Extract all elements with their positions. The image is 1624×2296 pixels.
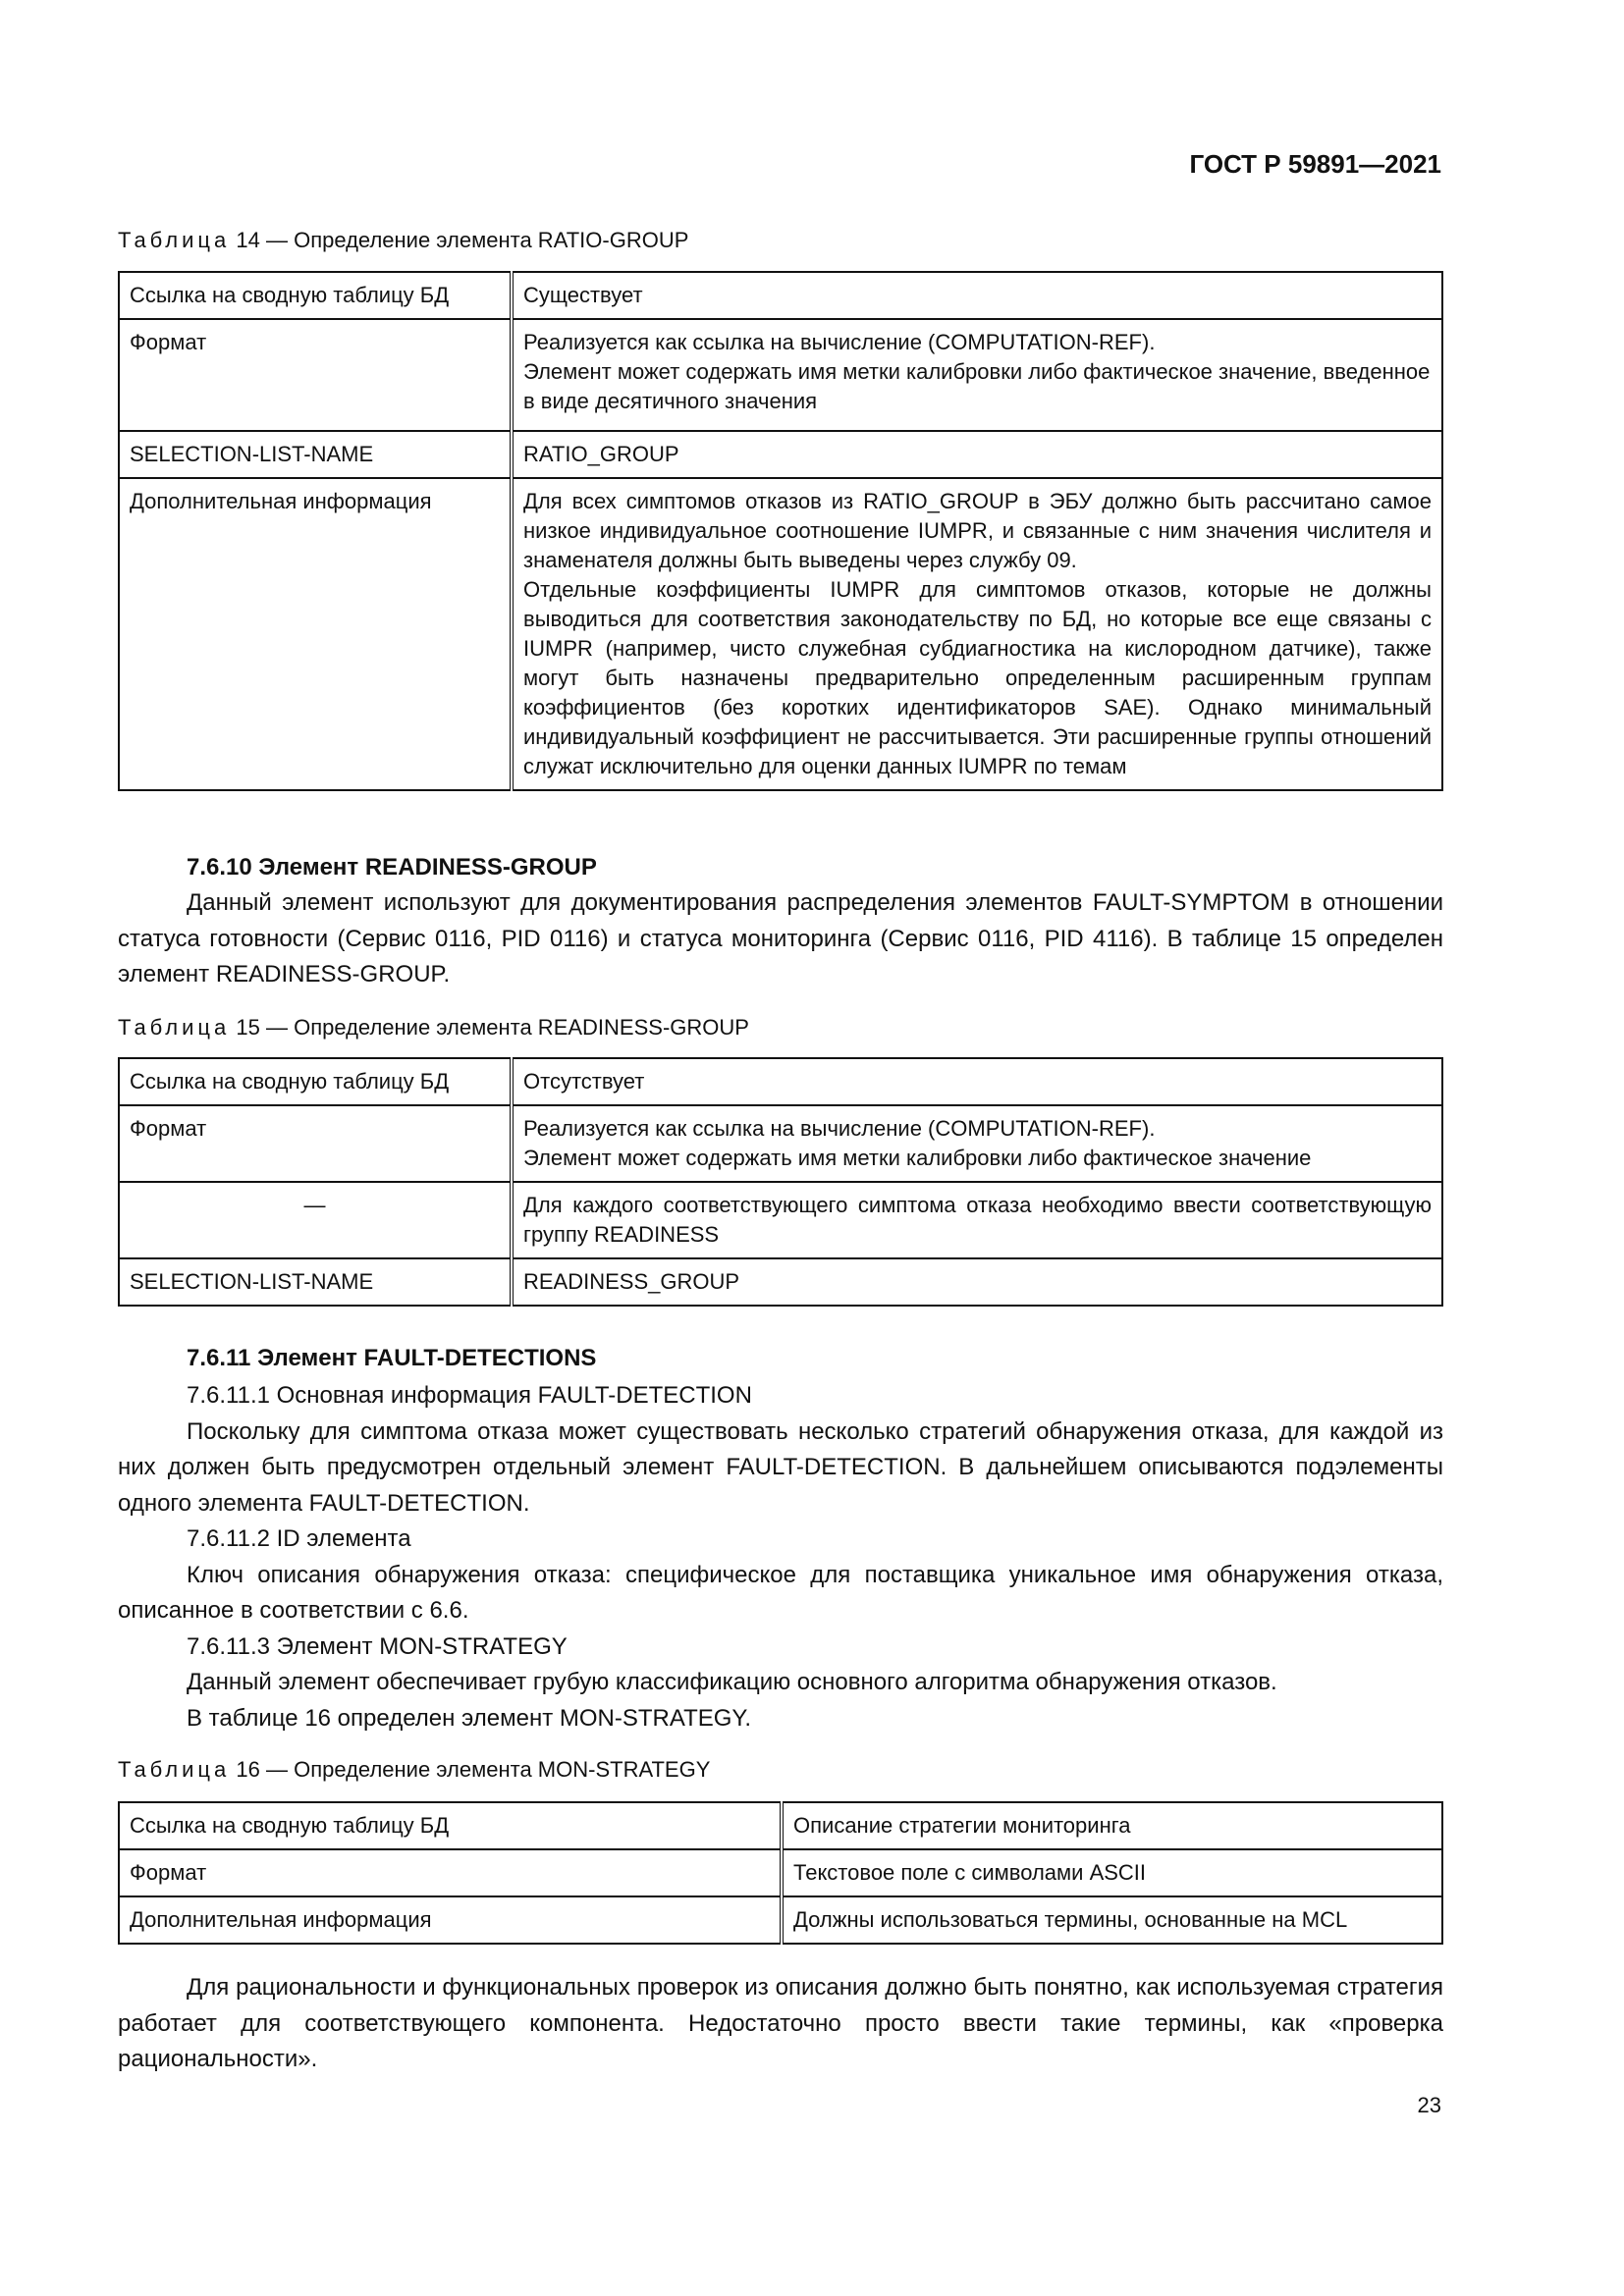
subheading: 7.6.11.3 Элемент MON-STRATEGY: [187, 1632, 568, 1660]
table-row: [119, 1258, 1442, 1306]
table-14-caption: [118, 228, 688, 253]
caption-text: 15 — Определение элемента READINESS-GROUP: [236, 1015, 749, 1040]
table-row: [119, 1058, 1442, 1105]
paragraph-text: В таблице 16 определен элемент MON-STRATEGY.: [187, 1704, 751, 1732]
cell-key: —: [119, 1182, 512, 1258]
cell-key: Ссылка на сводную таблицу БД: [119, 272, 512, 319]
paragraph: [118, 1970, 1443, 2078]
page-number: 23: [1417, 2093, 1441, 2117]
cell-key: Ссылка на сводную таблицу БД: [119, 1802, 782, 1849]
table-row: [119, 1896, 1442, 1944]
cell-value: RATIO_GROUP: [512, 431, 1442, 478]
paragraph-text: Ключ описания обнаружения отказа: специфическое для поставщика уникальное имя обнаружения отказа, описанное в соответствии с 6.6.: [118, 1561, 1443, 1624]
line: Отдельные коэффициенты IUMPR для симптомов отказов, которые не должны выводиться для соответствия законодательству по БД, но которые все еще связаны с IUMPR (например, чисто служебная субдиагностика на кислородном датчике), также могут быть назначены предварительно определенным расширенным группам коэффициентов (без коротких идентификаторов SAE). Однако минимальный индивидуальный коэффициент не рассчитывается. Эти расширенные группы отношений служат исключительно для оценки данных IUMPR по темам: [523, 577, 1432, 778]
table-row: [119, 431, 1442, 478]
paragraph: [118, 885, 1443, 993]
table-row: [119, 478, 1442, 790]
cell-value: Отсутствует: [512, 1058, 1442, 1105]
line: Реализуется как ссылка на вычисление (COMPUTATION-REF).: [523, 330, 1156, 354]
table-row: [119, 319, 1442, 431]
table-row: [119, 1182, 1442, 1258]
caption-prefix: Таблица: [118, 1015, 231, 1040]
section-7-6-11-body: [118, 1378, 1443, 1736]
cell-value: Для каждого соответствующего симптома отказа необходимо ввести соответствующую группу READINESS: [512, 1182, 1442, 1258]
cell-value: Должны использоваться термины, основанные на MCL: [782, 1896, 1442, 1944]
table-row: [119, 272, 1442, 319]
section-heading-7-6-10: 7.6.10 Элемент READINESS-GROUP: [187, 854, 597, 881]
table-14: [118, 271, 1443, 791]
paragraph-text: Поскольку для симптома отказа может существовать несколько стратегий обнаружения отказа, для каждой из них должен быть предусмотрен отдельный элемент FAULT-DETECTION. В дальнейшем описываются подэлементы одного элемента FAULT-DETECTION.: [118, 1417, 1443, 1517]
caption-text: 14 — Определение элемента RATIO-GROUP: [236, 228, 689, 252]
caption-prefix: Таблица: [118, 1757, 231, 1782]
section-heading-7-6-11: 7.6.11 Элемент FAULT-DETECTIONS: [187, 1345, 597, 1371]
cell-value: READINESS_GROUP: [512, 1258, 1442, 1306]
cell-key: Формат: [119, 1849, 782, 1896]
subheading: 7.6.11.2 ID элемента: [187, 1525, 411, 1552]
cell-key: SELECTION-LIST-NAME: [119, 431, 512, 478]
table-15: [118, 1057, 1443, 1307]
cell-key: Дополнительная информация: [119, 1896, 782, 1944]
cell-value: [512, 478, 1442, 790]
cell-value: [512, 319, 1442, 431]
cell-key: Дополнительная информация: [119, 478, 512, 790]
table-row: [119, 1105, 1442, 1182]
paragraph-text: Данный элемент используют для документирования распределения элементов FAULT-SYMPTOM в отношении статуса готовности (Сервис 0116, PID 0116) и статуса мониторинга (Сервис 0116, PID 4116). В таблице 15 определен элемент READINESS-GROUP.: [118, 889, 1443, 988]
line: Для всех симптомов отказов из RATIO_GROUP в ЭБУ должно быть рассчитано самое низкое индивидуальное соотношение IUMPR, и связанные с ним значения числителя и знаменателя должны быть выведены через службу 09.: [523, 489, 1432, 572]
subheading: 7.6.11.1 Основная информация FAULT-DETECTION: [187, 1382, 752, 1409]
table-15-caption: [118, 1015, 749, 1041]
table-16: [118, 1801, 1443, 1945]
line: Реализуется как ссылка на вычисление (COMPUTATION-REF).: [523, 1116, 1156, 1141]
paragraph-text: Данный элемент обеспечивает грубую классификацию основного алгоритма обнаружения отказов.: [187, 1669, 1277, 1695]
cell-key: SELECTION-LIST-NAME: [119, 1258, 512, 1306]
paragraph-text: Для рациональности и функциональных проверок из описания должно быть понятно, как используемая стратегия работает для соответствующего компонента. Недостаточно просто ввести такие термины, как «проверка рациональности».: [118, 1974, 1443, 2072]
document-id-header: ГОСТ Р 59891—2021: [1189, 149, 1441, 179]
cell-value: [512, 1105, 1442, 1182]
table-16-caption: [118, 1757, 710, 1783]
cell-key: Формат: [119, 1105, 512, 1182]
caption-prefix: Таблица: [118, 228, 231, 252]
cell-value: Описание стратегии мониторинга: [782, 1802, 1442, 1849]
caption-text: 16 — Определение элемента MON-STRATEGY: [236, 1757, 711, 1782]
cell-key: Формат: [119, 319, 512, 431]
table-row: [119, 1849, 1442, 1896]
cell-value: Текстовое поле с символами ASCII: [782, 1849, 1442, 1896]
table-row: [119, 1802, 1442, 1849]
line: Элемент может содержать имя метки калибровки либо фактическое значение: [523, 1146, 1312, 1170]
cell-key: Ссылка на сводную таблицу БД: [119, 1058, 512, 1105]
line: Элемент может содержать имя метки калибровки либо фактическое значение, введенное в виде десятичного значения: [523, 359, 1431, 413]
cell-value: Существует: [512, 272, 1442, 319]
